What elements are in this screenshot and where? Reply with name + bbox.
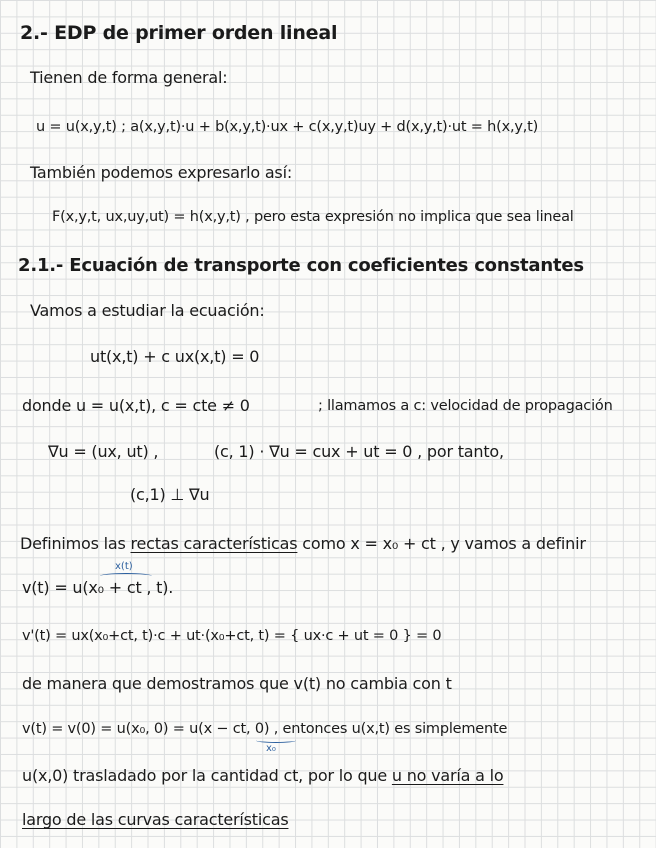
equation-transport: ut(x,t) + c ux(x,t) = 0 bbox=[90, 347, 260, 366]
text-line: También podemos expresarlo así: bbox=[30, 163, 293, 182]
underlined-conclusion: u no varía a lo bbox=[391, 766, 504, 785]
text-line: Vamos a estudiar la ecuación: bbox=[30, 301, 265, 320]
equation-perpendicular: (c,1) ⊥ ∇u bbox=[130, 485, 210, 504]
equation-v-def: v(t) = u(x₀ + ct , t). bbox=[22, 578, 174, 597]
underbrace-mark bbox=[256, 738, 296, 743]
text-line: donde u = u(x,t), c = cte ≠ 0 bbox=[22, 396, 250, 415]
text-line: Tienen de forma general: bbox=[30, 68, 228, 87]
annotation-over-x: x(t) bbox=[115, 561, 133, 572]
text-fragment: como x = x₀ + ct , y vamos a definir bbox=[297, 534, 586, 553]
text-fragment: u(x,0) trasladado por la cantidad ct, por lo que bbox=[22, 766, 392, 785]
equation-general-form: u = u(x,y,t) ; a(x,y,t)·u + b(x,y,t)·ux + c(x,y,t)uy + d(x,y,t)·ut = h(x,y,t) bbox=[36, 119, 539, 135]
subsection-title: 2.1.- Ecuación de transporte con coeficientes constantes bbox=[18, 255, 584, 276]
text-line bbox=[22, 768, 503, 784]
equation-implicit-form: F(x,y,t, ux,uy,ut) = h(x,y,t) , pero esta expresión no implica que sea lineal bbox=[52, 209, 574, 225]
text-line: de manera que demostramos que v(t) no cambia con t bbox=[22, 674, 452, 693]
underlined-conclusion-end: largo de las curvas características bbox=[22, 810, 289, 829]
section-title: 2.- EDP de primer orden lineal bbox=[20, 22, 338, 44]
equation-v-derivative: v'(t) = ux(x₀+ct, t)·c + ut·(x₀+ct, t) = { ux·c + ut = 0 } = 0 bbox=[22, 628, 442, 644]
equation-dot-product: (c, 1) · ∇u = cux + ut = 0 , por tanto, bbox=[214, 442, 504, 461]
text-line-note: ; llamamos a c: velocidad de propagación bbox=[318, 398, 613, 414]
text-line bbox=[20, 536, 586, 552]
equation-gradient: ∇u = (ux, ut) , bbox=[48, 442, 159, 461]
equation-v-solution: v(t) = v(0) = u(x₀, 0) = u(x − ct, 0) , entonces u(x,t) es simplemente bbox=[22, 721, 508, 737]
annotation-under-x0: x₀ bbox=[266, 743, 276, 754]
text-fragment: Definimos las bbox=[20, 534, 131, 553]
underlined-term: rectas características bbox=[130, 534, 298, 553]
